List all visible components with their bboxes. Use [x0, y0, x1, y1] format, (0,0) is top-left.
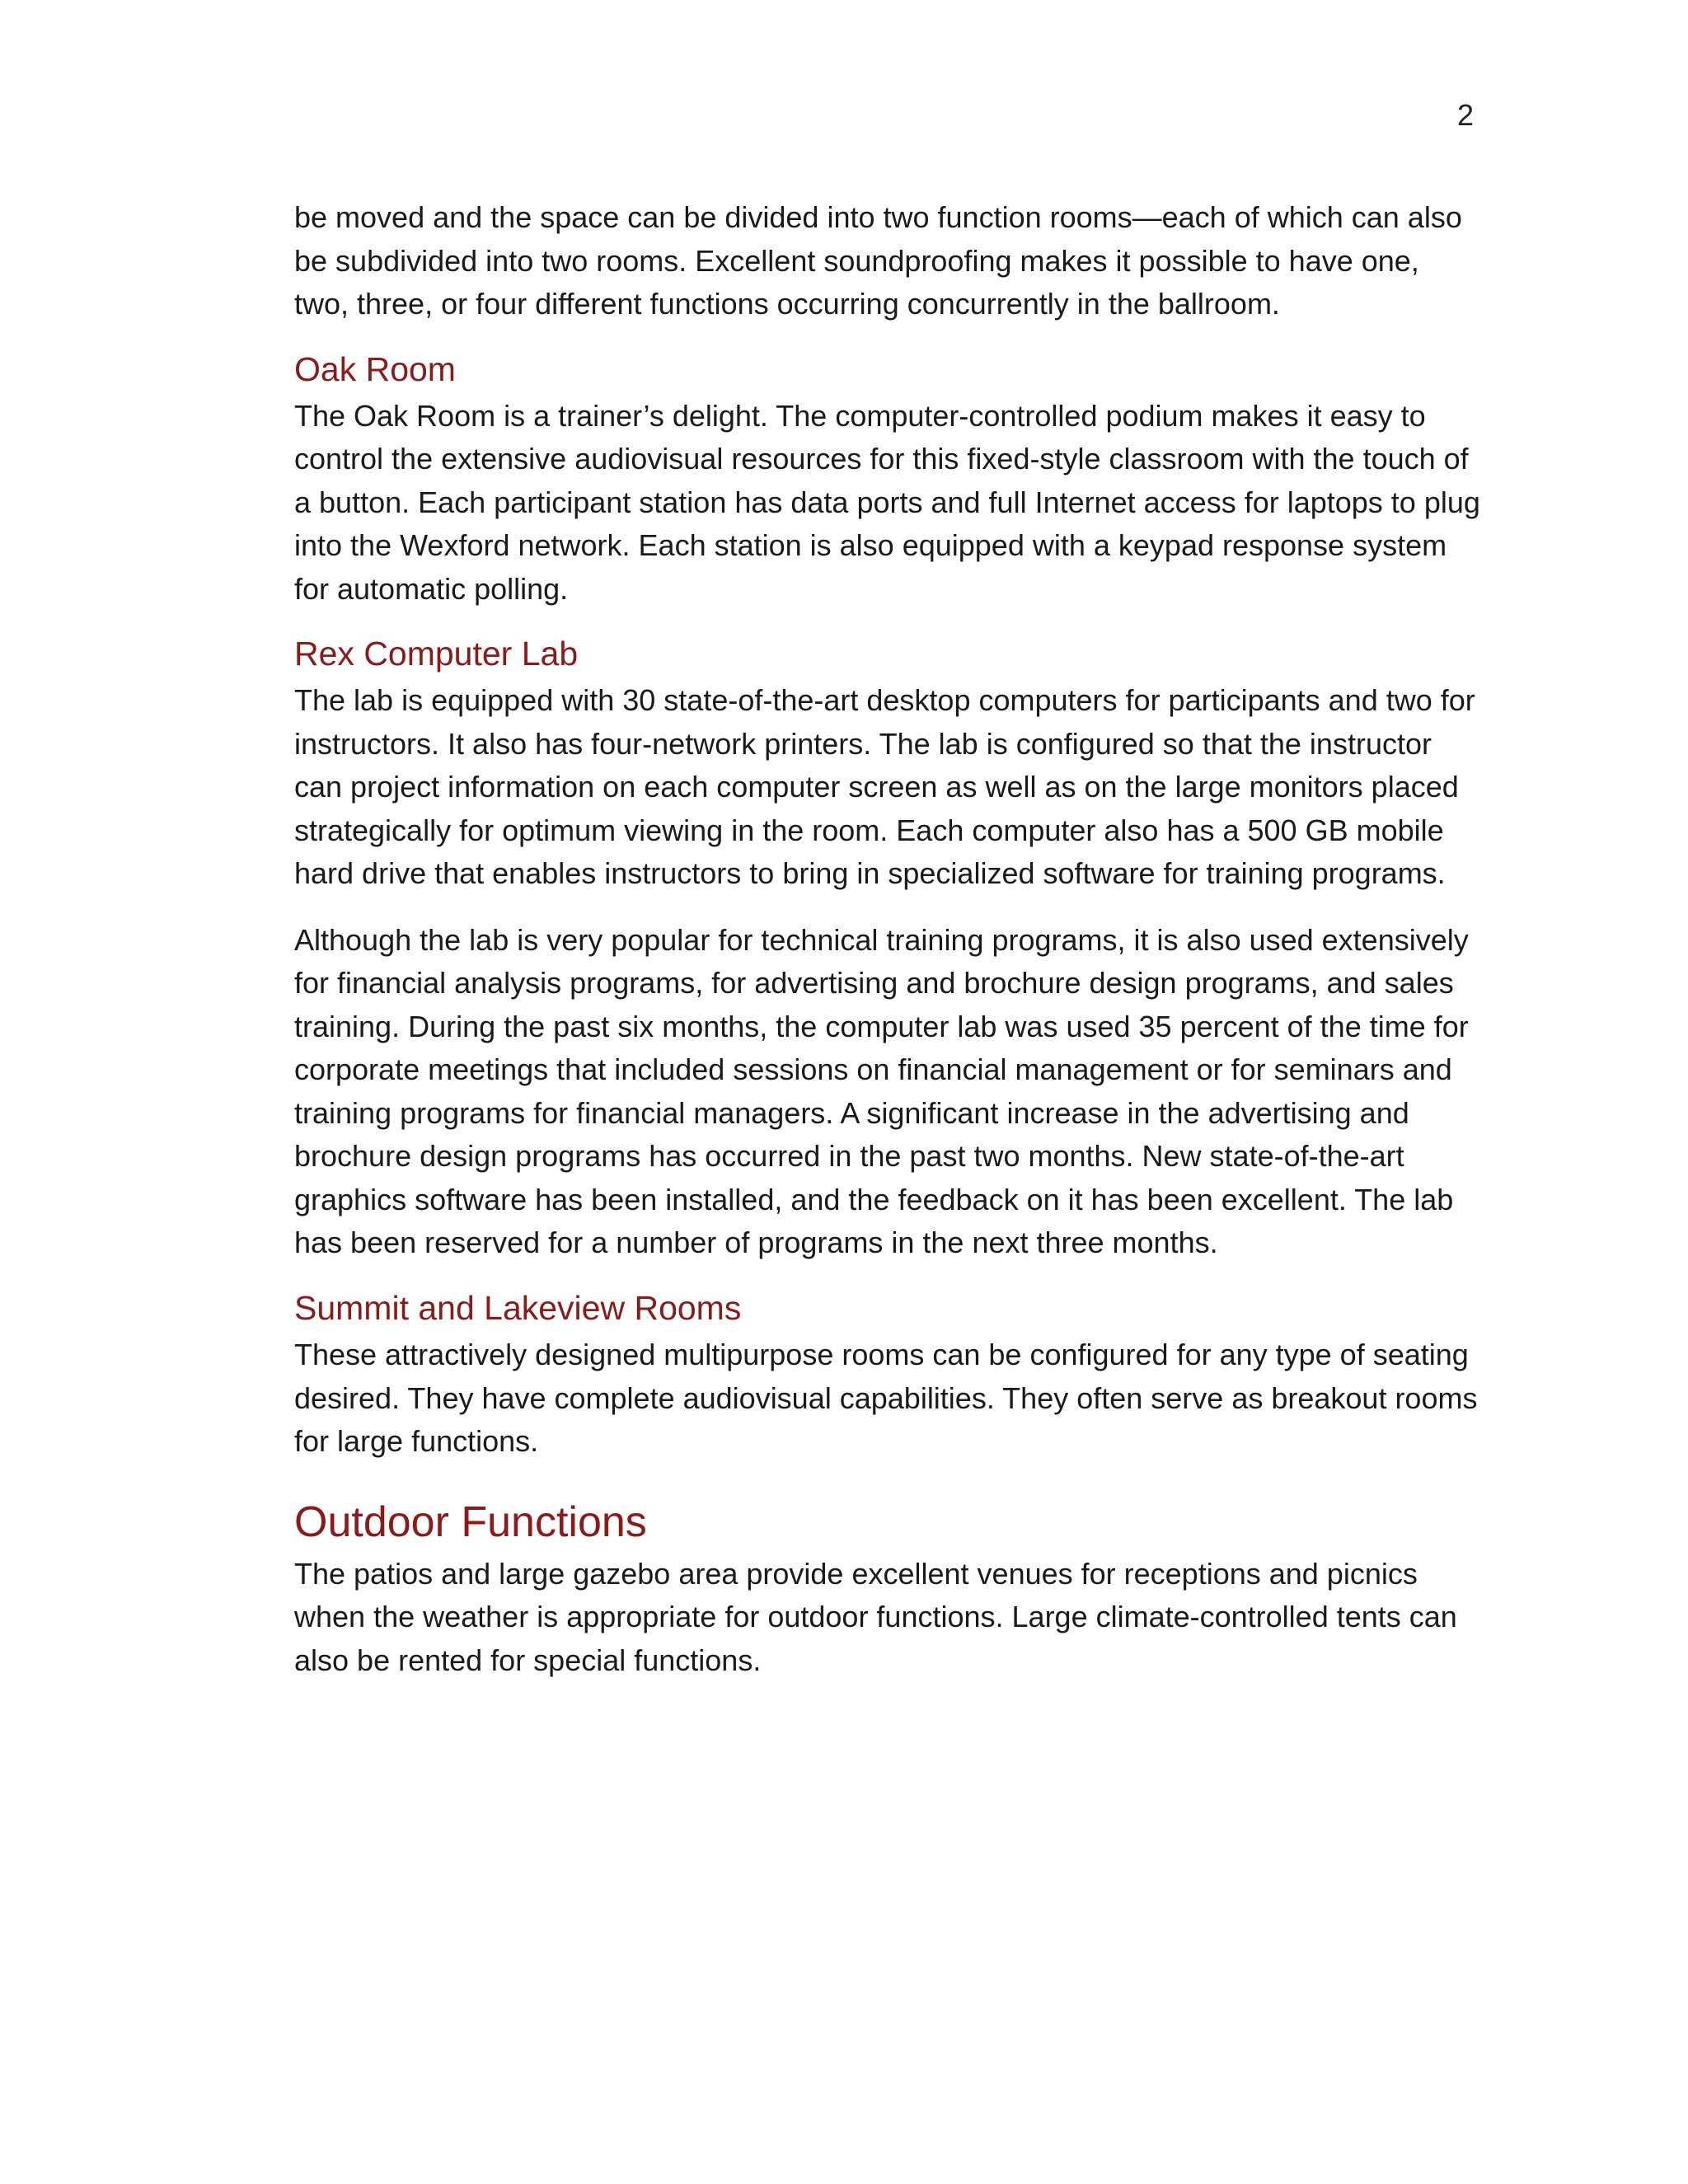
intro-paragraph: be moved and the space can be divided into two function rooms—each of which can also be subdivided into two rooms. Excellent soundproofing makes it possible to have one, two, three, or four different functions occurring concurrently in the ballroom.	[294, 200, 1462, 321]
section-oak-room	[294, 349, 1481, 612]
rex-lab-paragraph-1: The lab is equipped with 30 state-of-the-art desktop computers for participants and two for instructors. It also has four-network printers. The lab is configured so that the instructor can project information on each computer screen as well as on the large monitors placed strategically for optimum viewing in the room. Each computer also has a 500 GB mobile hard drive that enables instructors to bring in specialized software for training programs.	[294, 683, 1475, 891]
summit-lakeview-paragraph: These attractively designed multipurpose rooms can be configured for any type of seating desired. They have complete audiovisual capabilities. They often serve as breakout rooms for large functions.	[294, 1338, 1478, 1459]
section-summit-lakeview	[294, 1288, 1481, 1464]
rex-lab-paragraph-2: Although the lab is very popular for technical training programs, it is also used extensively for financial analysis programs, for advertising and brochure design programs, and sales training. During the past six months, the computer lab was used 35 percent of the time for corporate meetings that included sessions on financial management or for seminars and training programs for financial managers. A significant increase in the advertising and brochure design programs has occurred in the past two months. New state-of-the-art graphics software has been installed, and the feedback on it has been excellent. The lab has been reserved for a number of programs in the next three months.	[294, 922, 1469, 1260]
section-outdoor-functions	[294, 1497, 1481, 1683]
page-number: 2	[1456, 98, 1474, 132]
heading-rex-computer-lab: Rex Computer Lab	[294, 635, 579, 673]
heading-outdoor-functions: Outdoor Functions	[294, 1497, 647, 1546]
heading-oak-room: Oak Room	[294, 349, 456, 388]
outdoor-paragraph: The patios and large gazebo area provide excellent venues for receptions and picnics when the weather is appropriate for outdoor functions. Large climate-controlled tents can also be rented for special functions.	[294, 1556, 1457, 1677]
oak-room-paragraph: The Oak Room is a trainer’s delight. The computer-controlled podium makes it easy to control the extensive audiovisual resources for this fixed-style classroom with the touch of a button. Each participant station has data ports and full Internet access for laptops to plug into the Wexford network. Each station is also equipped with a keypad response system for automatic polling.	[294, 398, 1480, 606]
heading-summit-lakeview: Summit and Lakeview Rooms	[294, 1288, 742, 1327]
section-rex-computer-lab	[294, 634, 1481, 1265]
document-body	[294, 196, 1481, 1705]
